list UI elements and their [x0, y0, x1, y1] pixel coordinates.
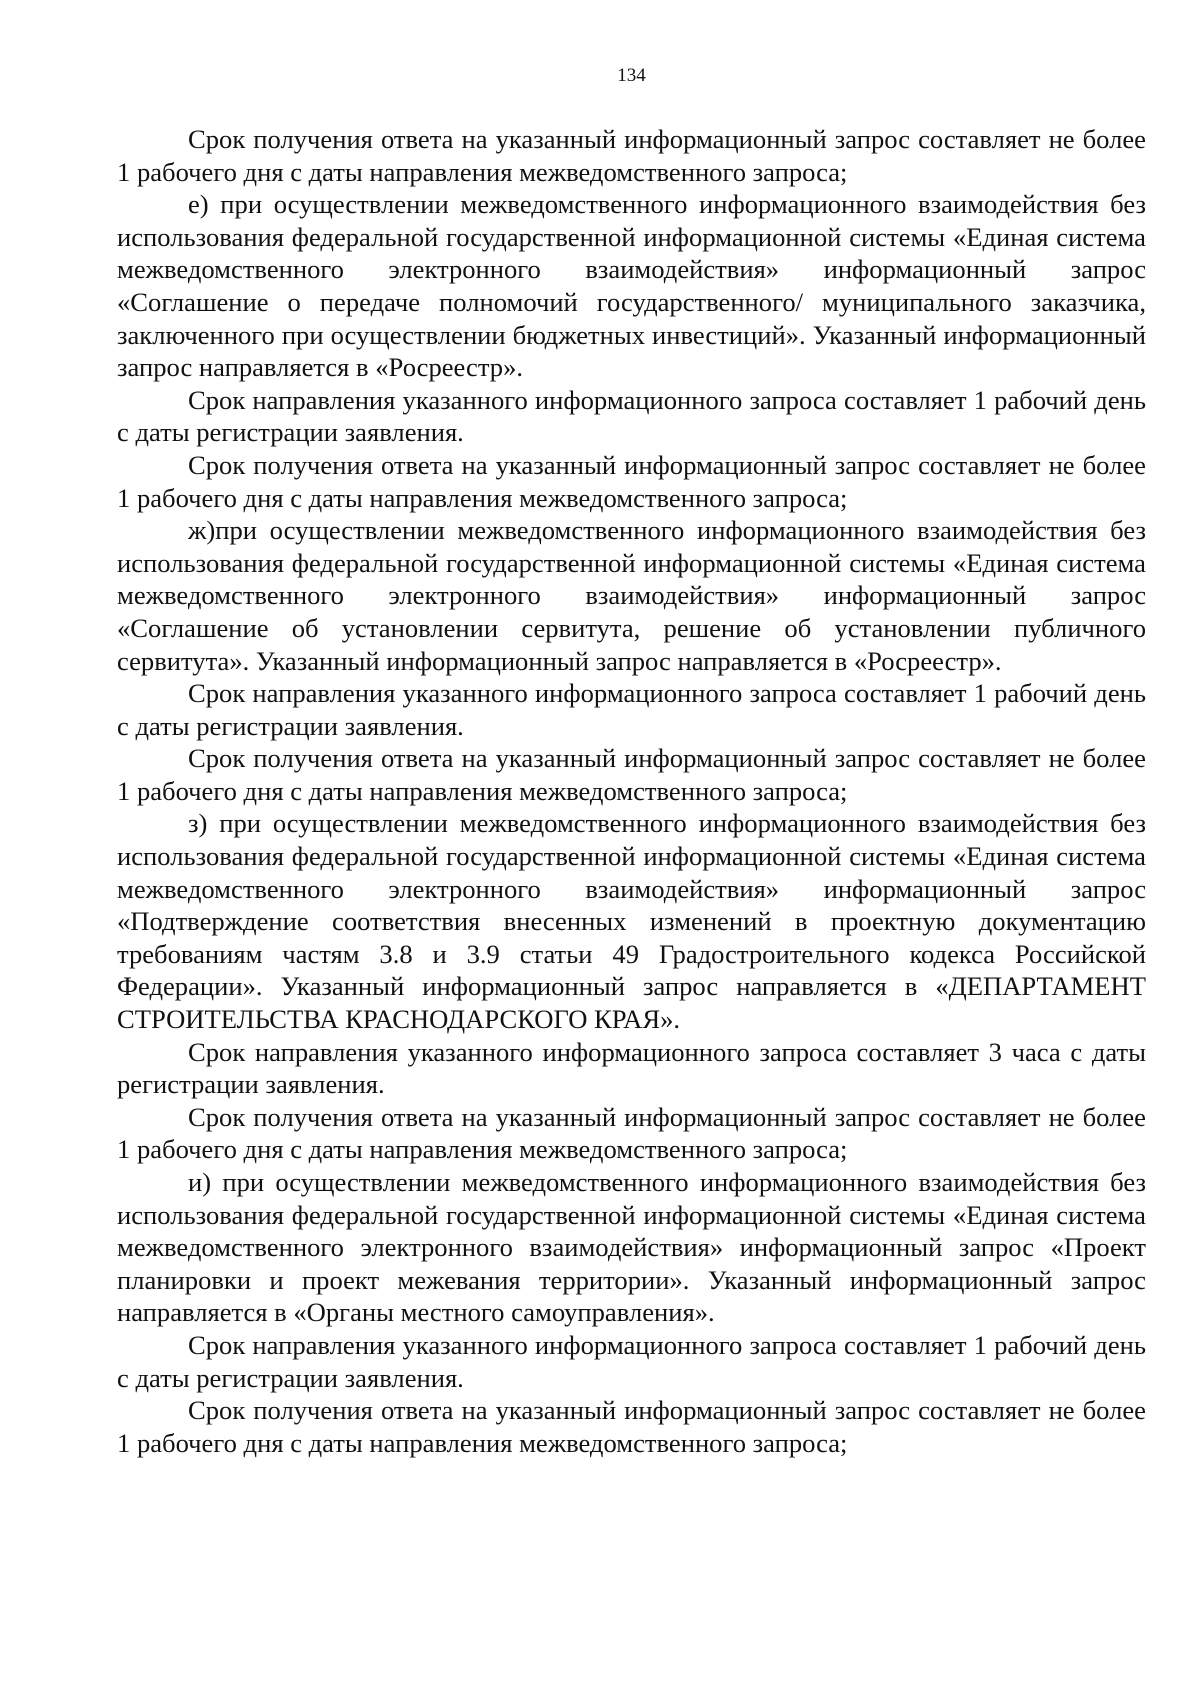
paragraph-response-deadline: Срок получения ответа на указанный информационный запрос составляет не более 1 рабочего дня с даты направления межведомственного запроса; — [117, 449, 1146, 513]
paragraph-response-deadline: Срок получения ответа на указанный информационный запрос составляет не более 1 рабочего дня с даты направления межведомственного запроса; — [117, 743, 1146, 806]
paragraph-response-deadline: Срок получения ответа на указанный информационный запрос составляет не более 1 рабочего дня с даты направления межведомственного запроса; — [117, 1101, 1146, 1165]
paragraph-item-e: е) при осуществлении межведомственного информационного взаимодействия без использования федеральной государственной информационной системы «Единая система межведомственного электронного взаимодействия» информационный запрос «Соглашение о передаче полномочий государственного/ муниципального заказчика, заключенного при осуществлении бюджетных инвестиций». Указанный информационный запрос направляется в «Росреестр». — [117, 189, 1146, 383]
paragraph-response-deadline: Срок получения ответа на указанный информационный запрос составляет не более 1 рабочего дня с даты направления межведомственного запроса; — [117, 124, 1146, 187]
paragraph-send-deadline: Срок направления указанного информационного запроса составляет 1 рабочий день с даты регистрации заявления. — [117, 678, 1146, 741]
paragraph-response-deadline: Срок получения ответа на указанный информационный запрос составляет не более 1 рабочего дня с даты направления межведомственного запроса; — [117, 1395, 1146, 1458]
paragraph-item-zh: ж)при осуществлении межведомственного информационного взаимодействия без использования федеральной государственной информационной системы «Единая система межведомственного электронного взаимодействия» информационный запрос «Соглашение об установлении сервитута, решение об установлении публичного сервитута». Указанный информационный запрос направляется в «Росреестр». — [117, 515, 1146, 676]
paragraph-item-i: и) при осуществлении межведомственного информационного взаимодействия без использования федеральной государственной информационной системы «Единая система межведомственного электронного взаимодействия» информационный запрос «Проект планировки и проект межевания территории». Указанный информационный запрос направляется в «Органы местного самоуправления». — [117, 1167, 1146, 1328]
document-page — [117, 62, 1146, 1459]
paragraph-send-deadline: Срок направления указанного информационного запроса составляет 1 рабочий день с даты регистрации заявления. — [117, 1329, 1146, 1393]
paragraph-send-deadline: Срок направления указанного информационного запроса составляет 3 часа с даты регистрации заявления. — [117, 1036, 1146, 1100]
paragraph-send-deadline: Срок направления указанного информационного запроса составляет 1 рабочий день с даты регистрации заявления. — [117, 384, 1146, 448]
page-number: 134 — [617, 65, 646, 86]
paragraph-item-z: з) при осуществлении межведомственного информационного взаимодействия без использования федеральной государственной информационной системы «Единая система межведомственного электронного взаимодействия» информационный запрос «Подтверждение соответствия внесенных изменений в проектную документацию требованиям частям 3.8 и 3.9 статьи 49 Градостроительного кодекса Российской Федерации». Указанный информационный запрос направляется в «ДЕПАРТАМЕНТ СТРОИТЕЛЬСТВА КРАСНОДАРСКОГО КРАЯ». — [117, 808, 1146, 1035]
